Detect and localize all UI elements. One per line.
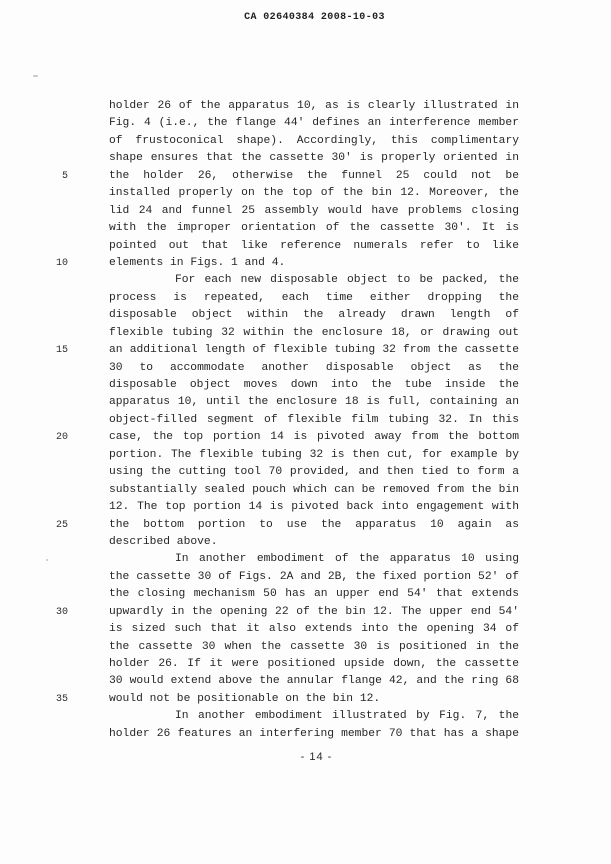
text-line xyxy=(0,115,519,132)
line-text: of frustoconical shape). Accordingly, this complimentary xyxy=(109,134,519,147)
line-text: lid 24 and funnel 25 assembly would have problems closing xyxy=(109,204,519,217)
text-line xyxy=(0,272,519,289)
text-line xyxy=(0,551,519,568)
body-text xyxy=(0,98,519,743)
text-line xyxy=(0,360,519,377)
text-line xyxy=(0,586,519,603)
line-number xyxy=(0,394,68,411)
text-line xyxy=(0,482,519,499)
line-text: elements in Figs. 1 and 4. xyxy=(109,256,286,269)
line-text: pointed out that like reference numerals refer to like xyxy=(109,239,519,252)
line-text: holder 26. If it were positioned upside down, the cassette xyxy=(109,658,519,670)
document-header: CA 02640384 2008-10-03 xyxy=(244,12,385,23)
text-line xyxy=(0,325,519,342)
line-text: is sized such that it also extends into the opening 34 of xyxy=(109,623,519,636)
line-number xyxy=(0,569,68,586)
line-number xyxy=(0,377,68,394)
line-number xyxy=(0,464,68,481)
text-line xyxy=(0,691,519,708)
line-number: 10 xyxy=(55,257,68,269)
line-number xyxy=(0,726,68,743)
text-line xyxy=(0,203,519,220)
text-line xyxy=(0,534,519,551)
line-number xyxy=(0,307,68,324)
line-text: process is repeated, each time either dropping the xyxy=(109,291,519,304)
line-text: shape ensures that the cassette 30' is properly oriented in xyxy=(109,152,519,165)
line-text: holder 26 features an interfering member 70 that has a shape xyxy=(109,727,519,740)
line-number: 30 xyxy=(55,606,68,618)
line-number xyxy=(0,203,68,220)
line-number xyxy=(0,621,68,638)
line-text: 30 would extend above the annular flange 42, and the ring 68 xyxy=(109,675,519,688)
line-text: portion. The flexible tubing 32 is then cut, for example by xyxy=(109,448,519,461)
line-number xyxy=(0,534,68,551)
line-number xyxy=(0,499,68,516)
line-number xyxy=(0,551,68,568)
line-number xyxy=(0,290,68,307)
line-number xyxy=(0,412,68,429)
line-text: described above. xyxy=(109,535,218,548)
line-text: case, the top portion 14 is pivoted away from the bottom xyxy=(109,431,519,444)
text-line xyxy=(0,185,519,202)
text-line xyxy=(0,656,519,673)
line-text: object-filled segment of flexible film tubing 32. In this xyxy=(109,413,519,426)
text-line xyxy=(0,98,519,115)
text-line xyxy=(0,255,519,272)
text-line xyxy=(0,447,519,464)
line-number xyxy=(0,639,68,656)
line-number xyxy=(0,708,68,725)
line-text: the closing mechanism 50 has an upper end 54' that extends xyxy=(109,588,519,601)
line-text: Fig. 4 (i.e., the flange 44' defines an interference member xyxy=(109,117,519,130)
page-number: - 14 - xyxy=(300,751,333,763)
text-line xyxy=(0,639,519,656)
text-line xyxy=(0,290,519,307)
line-number xyxy=(0,115,68,132)
line-text: flexible tubing 32 within the enclosure 18, or drawing out xyxy=(109,326,519,339)
line-number xyxy=(0,673,68,690)
text-line xyxy=(0,517,519,534)
line-number xyxy=(0,272,68,289)
line-number: 20 xyxy=(55,432,68,444)
line-text: with the improper orientation of the cassette 30'. It is xyxy=(109,222,519,235)
line-text: In another embodiment of the apparatus 10 using xyxy=(175,553,519,566)
text-line xyxy=(0,429,519,446)
line-number xyxy=(0,586,68,603)
text-line xyxy=(0,150,519,167)
line-text: an additional length of flexible tubing 32 from the cassette xyxy=(109,344,519,357)
text-line xyxy=(0,133,519,150)
line-text: apparatus 10, until the enclosure 18 is full, containing an xyxy=(109,396,519,409)
line-text: installed properly on the top of the bin 12. Moreover, the xyxy=(109,187,519,200)
line-number xyxy=(0,185,68,202)
text-line xyxy=(0,394,519,411)
line-number xyxy=(0,133,68,150)
line-number xyxy=(0,150,68,167)
line-text: In another embodiment illustrated by Fig. 7, the xyxy=(175,710,519,723)
text-line xyxy=(0,499,519,516)
line-text: For each new disposable object to be packed, the xyxy=(175,274,519,287)
text-line xyxy=(0,307,519,324)
text-line xyxy=(0,412,519,429)
line-text: 12. The top portion 14 is pivoted back into engagement with xyxy=(109,501,519,514)
line-text: holder 26 of the apparatus 10, as is clearly illustrated in xyxy=(109,100,519,112)
text-line xyxy=(0,377,519,394)
line-text: disposable object within the already drawn length of xyxy=(109,309,519,322)
line-number xyxy=(0,220,68,237)
text-line xyxy=(0,569,519,586)
line-text: 30 to accommodate another disposable object as the xyxy=(109,361,519,374)
line-number xyxy=(0,656,68,673)
text-line xyxy=(0,726,519,743)
line-text: the cassette 30 of Figs. 2A and 2B, the fixed portion 52' of xyxy=(109,570,519,583)
line-number xyxy=(0,325,68,342)
line-number: 25 xyxy=(55,519,68,531)
text-line xyxy=(0,220,519,237)
line-text: would not be positionable on the bin 12. xyxy=(109,692,381,705)
line-text: the bottom portion to use the apparatus 10 again as xyxy=(109,518,519,531)
line-number xyxy=(0,98,68,115)
line-number: 5 xyxy=(61,170,68,182)
text-line xyxy=(0,464,519,481)
text-line xyxy=(0,342,519,359)
text-line xyxy=(0,238,519,255)
line-text: substantially sealed pouch which can be removed from the bin xyxy=(109,483,519,496)
line-number xyxy=(0,360,68,377)
line-text: the cassette 30 when the cassette 30 is positioned in the xyxy=(109,640,519,653)
line-number: 35 xyxy=(55,693,68,705)
scan-artifact-dash xyxy=(33,75,38,77)
line-number xyxy=(0,482,68,499)
line-text: upwardly in the opening 22 of the bin 12. The upper end 54' xyxy=(109,605,519,618)
line-text: the holder 26, otherwise the funnel 25 could not be xyxy=(109,169,519,182)
line-text: disposable object moves down into the tube inside the xyxy=(109,379,519,391)
text-line xyxy=(0,673,519,690)
line-number xyxy=(0,447,68,464)
line-number: 15 xyxy=(55,345,68,357)
text-line xyxy=(0,708,519,725)
text-line xyxy=(0,168,519,185)
text-line xyxy=(0,604,519,621)
line-text: using the cutting tool 70 provided, and then tied to form a xyxy=(109,466,519,479)
line-number xyxy=(0,238,68,255)
text-line xyxy=(0,621,519,638)
